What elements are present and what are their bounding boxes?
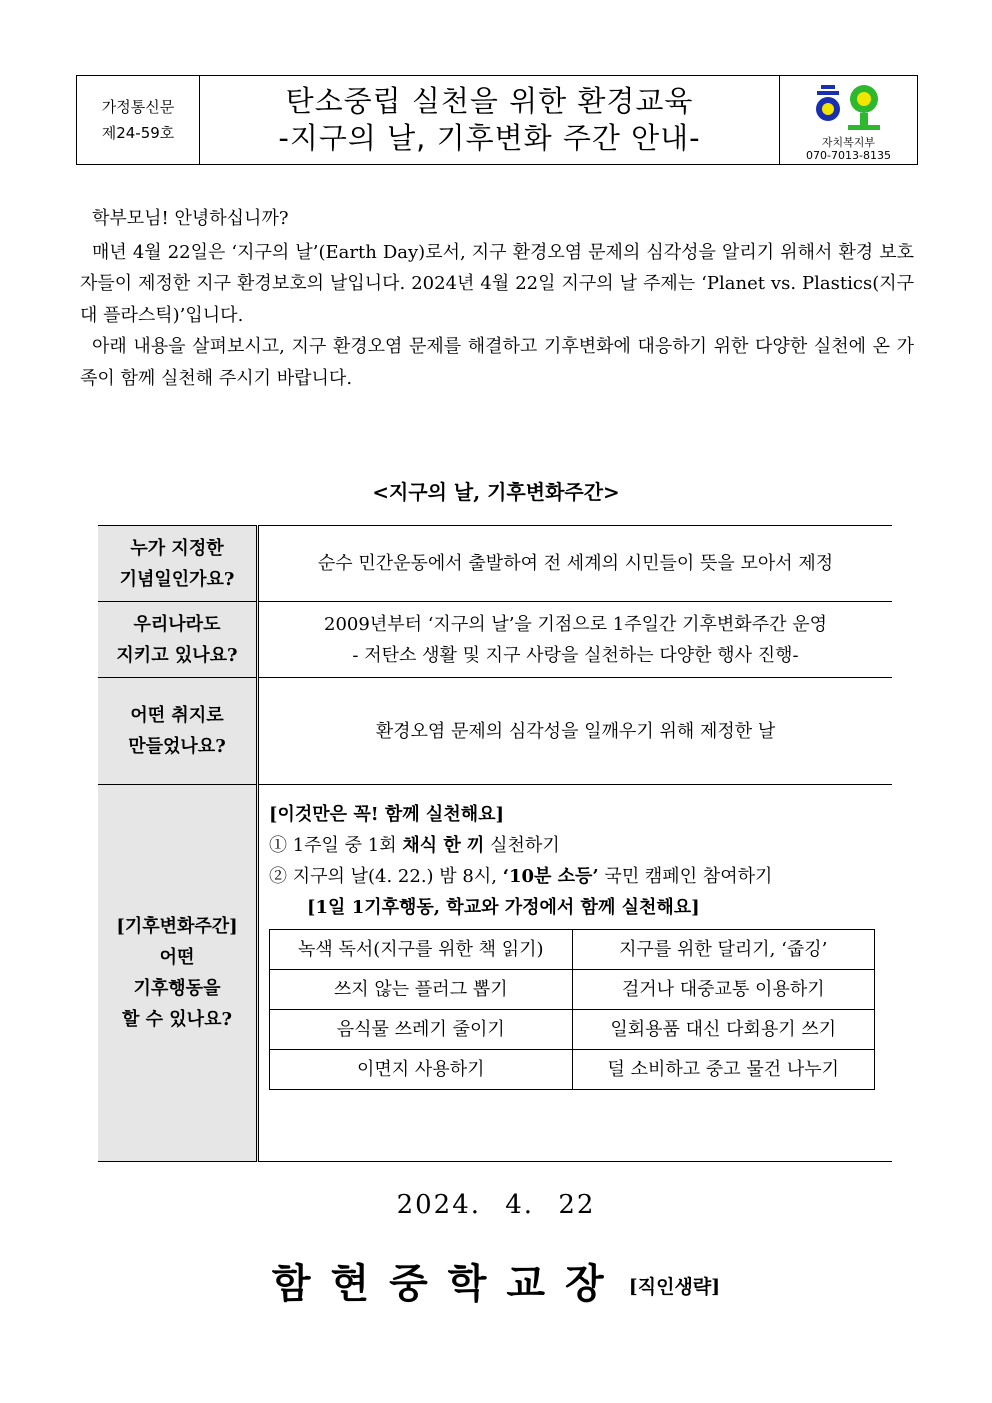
question-line: 어떤: [159, 947, 195, 968]
question-line: 기후행동을: [133, 978, 221, 999]
action-cell: 덜 소비하고 중고 물건 나누기: [572, 1050, 875, 1090]
signature: [0, 1252, 992, 1309]
question-cell: [98, 526, 258, 602]
newsletter-number: 제24-59호: [101, 124, 175, 142]
action-cell: 걸거나 대중교통 이용하기: [572, 970, 875, 1010]
item-text: ① 1주일 중 1회: [269, 835, 403, 856]
action-cell: 이면지 사용하기: [270, 1050, 573, 1090]
question-line: 지키고 있나요?: [116, 644, 238, 666]
item-emphasis: ‘10분 소등’: [502, 866, 599, 887]
must-do-heading: [이것만은 꼭! 함께 실천해요]: [269, 804, 505, 825]
question-line: 우리나라도: [133, 613, 221, 635]
intro-paragraph-2: 아래 내용을 살펴보시고, 지구 환경오염 문제를 해결하고 기후변화에 대응하기 위한 다양한 실천에 온 가족이 함께 실천해 주시기 바랍니다.: [80, 336, 914, 389]
department-phone: 070-7013-8135: [806, 149, 891, 162]
question-line: [기후변화주간]: [116, 916, 238, 937]
question-line: 기념일인가요?: [119, 568, 235, 590]
table-row: [270, 1050, 875, 1090]
department-box: [779, 76, 917, 164]
table-row: [270, 930, 875, 970]
info-table: [98, 525, 892, 1162]
table-row: [270, 1010, 875, 1050]
seal-note: [직인생략]: [628, 1276, 721, 1298]
title-line-1: 탄소중립 실천을 위한 환경교육: [285, 84, 694, 118]
question-cell: [98, 678, 258, 785]
action-cell: 녹색 독서(지구를 위한 책 읽기): [270, 930, 573, 970]
action-cell: 지구를 위한 달리기, ‘줍깅’: [572, 930, 875, 970]
question-cell: [98, 602, 258, 678]
answer-line: 2009년부터 ‘지구의 날’을 기점으로 1주일간 기후변화주간 운영: [324, 613, 827, 635]
item-text: 국민 캠페인 참여하기: [598, 866, 773, 887]
climate-actions-table: [269, 929, 875, 1090]
question-line: 어떤 취지로: [130, 705, 224, 726]
table-row: [98, 526, 892, 602]
table-row: [270, 970, 875, 1010]
answer-cell: [258, 678, 893, 785]
action-cell: 일회용품 대신 다회용기 쓰기: [572, 1010, 875, 1050]
question-line: 만들었나요?: [128, 736, 226, 757]
newsletter-id-box: [77, 76, 200, 164]
section-title: <지구의 날, 기후변화주간>: [372, 480, 620, 504]
question-line: 누가 지정한: [130, 537, 224, 559]
greeting: 학부모님! 안녕하십니까?: [92, 208, 289, 229]
answer-line: 순수 민간운동에서 출발하여 전 세계의 시민들이 뜻을 모아서 제정: [317, 553, 834, 574]
must-do-item-2: [269, 861, 892, 892]
item-text: 실천하기: [484, 835, 560, 856]
newsletter-title: [200, 76, 779, 164]
newsletter-category: 가정통신문: [101, 98, 175, 116]
principal-name: 함현중학교장: [271, 1260, 624, 1307]
item-emphasis: 채식 한 끼: [402, 835, 485, 856]
question-cell: [98, 785, 258, 1162]
title-line-2: -지구의 날, 기후변화 주간 안내-: [278, 121, 701, 155]
school-logo-icon: [814, 83, 884, 135]
newsletter-header: [76, 75, 918, 165]
climate-action-cell: [258, 785, 893, 1162]
table-row: [98, 678, 892, 785]
action-cell: 쓰지 않는 플러그 뽑기: [270, 970, 573, 1010]
department-name: 자치복지부: [821, 136, 876, 149]
action-cell: 음식물 쓰레기 줄이기: [270, 1010, 573, 1050]
table-row: [98, 785, 892, 1162]
answer-cell: [258, 602, 893, 678]
answer-line: - 저탄소 생활 및 지구 사랑을 실천하는 다양한 행사 진행-: [352, 644, 799, 666]
issue-date: 2024. 4. 22: [396, 1190, 596, 1220]
daily-action-heading: [1일 1기후행동, 학교와 가정에서 함께 실천해요]: [307, 897, 700, 918]
question-line: 할 수 있나요?: [121, 1009, 233, 1030]
table-row: [98, 602, 892, 678]
must-do-item-1: [269, 830, 892, 861]
answer-line: 환경오염 문제의 심각성을 일깨우기 위해 제정한 날: [375, 720, 776, 742]
item-text: ② 지구의 날(4. 22.) 밤 8시,: [269, 866, 503, 887]
intro-text: [80, 203, 914, 394]
intro-paragraph-1: 매년 4월 22일은 ‘지구의 날’(Earth Day)로서, 지구 환경오염 문제의 심각성을 알리기 위해서 환경 보호자들이 제정한 지구 환경보호의 날입니다. 2024년 4월 22일 지구의 날 주제는 ‘Planet vs. Plastics(지구대 플라스틱)’입니다.: [80, 241, 914, 326]
answer-cell: [258, 526, 893, 602]
